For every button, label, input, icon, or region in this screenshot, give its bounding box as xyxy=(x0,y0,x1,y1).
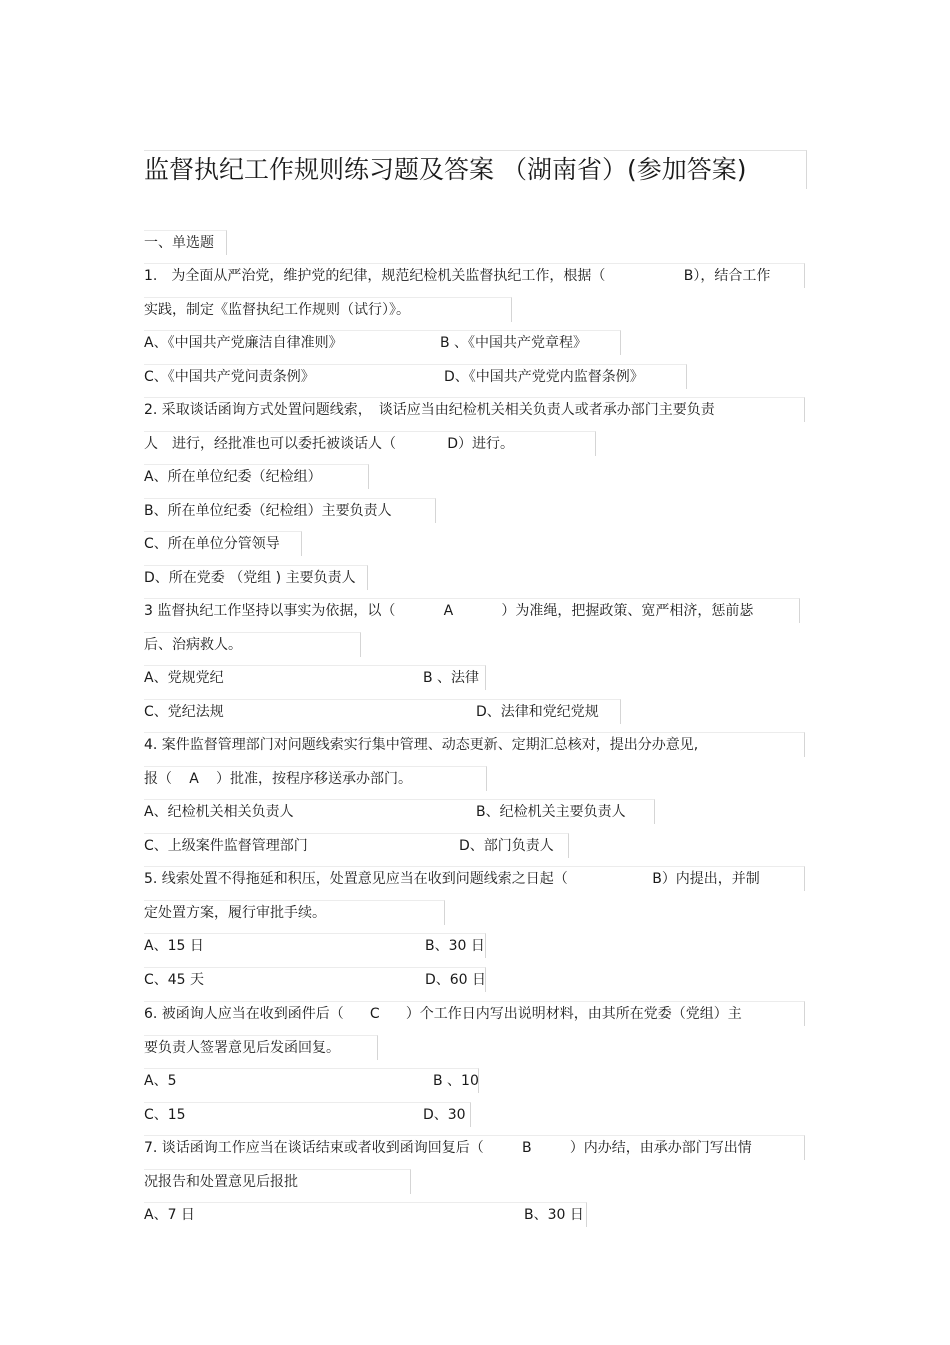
option: B、30 日 xyxy=(524,1207,584,1223)
option: A、纪检机关相关负责人 xyxy=(144,804,294,820)
option: A、党规党纪 xyxy=(144,670,224,686)
question-2-option: A、所在单位纪委（纪检组） xyxy=(144,464,369,489)
question-2-line-2 xyxy=(144,431,596,456)
question-text: ）进行。 xyxy=(458,436,514,452)
question-4-line-1: 4. 案件监督管理部门对问题线索实行集中管理、动态更新、定期汇总核对，提出分办意见, xyxy=(144,732,805,757)
question-text: 1. 为全面从严治党，维护党的纪律，规范纪检机关监督执纪工作，根据（ xyxy=(144,268,606,284)
question-text: ），结合工作 xyxy=(693,268,771,284)
question-1-line-2: 实践，制定《监督执纪工作规则（试行）》。 xyxy=(144,297,512,322)
option: C、上级案件监督管理部门 xyxy=(144,838,308,854)
option: C、15 xyxy=(144,1107,186,1123)
option: C、党纪法规 xyxy=(144,704,224,720)
question-6-option-row xyxy=(144,1068,479,1093)
question-1-line-1 xyxy=(144,263,805,288)
answer: A xyxy=(189,771,199,787)
option: B 、法律 xyxy=(423,670,480,686)
question-3-line-2: 后、治病救人。 xyxy=(144,632,361,657)
option: B 、10 xyxy=(433,1073,479,1089)
question-5-option-row xyxy=(144,933,486,958)
question-1-option-row xyxy=(144,330,621,355)
question-6-line-2: 要负责人签署意见后发函回复。 xyxy=(144,1035,378,1060)
option: A、5 xyxy=(144,1073,177,1089)
question-1-option-row xyxy=(144,364,687,389)
question-text: 报（ xyxy=(144,771,172,787)
question-text: 6. 被函询人应当在收到函件后（ xyxy=(144,1006,344,1022)
answer: B xyxy=(683,268,694,284)
question-6-option-row xyxy=(144,1102,471,1127)
question-2-option: B、所在单位纪委（纪检组）主要负责人 xyxy=(144,498,436,523)
answer: C xyxy=(369,1006,380,1022)
question-text: ）个工作日内写出说明材料，由其所在党委（党组）主 xyxy=(405,1006,742,1022)
question-5-line-2: 定处置方案，履行审批手续。 xyxy=(144,900,445,925)
question-5-option-row xyxy=(144,967,486,992)
option: D、《中国共产党党内监督条例》 xyxy=(444,369,644,385)
option: C、《中国共产党问责条例》 xyxy=(144,369,315,385)
question-text: ）内办结，由承办部门写出情 xyxy=(569,1140,752,1156)
question-3-line-1 xyxy=(144,598,800,623)
question-7-option-row xyxy=(144,1202,587,1227)
option: B、纪检机关主要负责人 xyxy=(476,804,626,820)
question-text: ）内提出，并制 xyxy=(661,871,760,887)
question-text: ）批准，按程序移送承办部门。 xyxy=(216,771,412,787)
option: C、45 天 xyxy=(144,972,205,988)
question-3-option-row xyxy=(144,699,621,724)
option: D、60 日 xyxy=(425,972,487,988)
option: A、15 日 xyxy=(144,938,204,954)
answer: A xyxy=(443,603,454,619)
answer: D xyxy=(447,436,458,452)
question-text: 3 监督执纪工作坚持以事实为依据，以（ xyxy=(144,603,396,619)
question-7-line-1 xyxy=(144,1135,805,1160)
section-heading: 一、单选题 xyxy=(144,230,227,255)
answer: B xyxy=(522,1140,532,1156)
question-4-option-row xyxy=(144,833,569,858)
question-text: ）为准绳，把握政策、宽严相济，惩前毖 xyxy=(501,603,754,619)
question-5-line-1 xyxy=(144,866,805,891)
question-6-line-1 xyxy=(144,1001,805,1026)
page-title: 监督执纪工作规则练习题及答案 （湖南省）(参加答案) xyxy=(144,150,807,189)
option: D、法律和党纪党规 xyxy=(476,704,599,720)
question-7-line-2: 况报告和处置意见后报批 xyxy=(144,1169,411,1194)
question-3-option-row xyxy=(144,665,486,690)
question-text: 7. 谈话函询工作应当在谈话结束或者收到函询回复后（ xyxy=(144,1140,484,1156)
question-2-option: C、所在单位分管领导 xyxy=(144,531,302,556)
question-text: 5. 线索处置不得拖延和积压，处置意见应当在收到问题线索之日起（ xyxy=(144,871,568,887)
question-4-option-row xyxy=(144,799,655,824)
question-text: 人 进行，经批准也可以委托被谈话人（ xyxy=(144,436,396,452)
option: D、部门负责人 xyxy=(459,838,554,854)
question-2-option: D、所在党委 （党组 ) 主要负责人 xyxy=(144,565,368,590)
option: A、7 日 xyxy=(144,1207,195,1223)
option: B、30 日 xyxy=(425,938,485,954)
option: A、《中国共产党廉洁自律准则》 xyxy=(144,335,343,351)
option: D、30 xyxy=(423,1107,466,1123)
question-4-line-2 xyxy=(144,766,487,791)
option: B 、《中国共产党章程》 xyxy=(440,335,588,351)
answer: B xyxy=(652,871,662,887)
question-2-line-1: 2. 采取谈话函询方式处置问题线索， 谈话应当由纪检机关相关负责人或者承办部门主要负责 xyxy=(144,397,805,422)
